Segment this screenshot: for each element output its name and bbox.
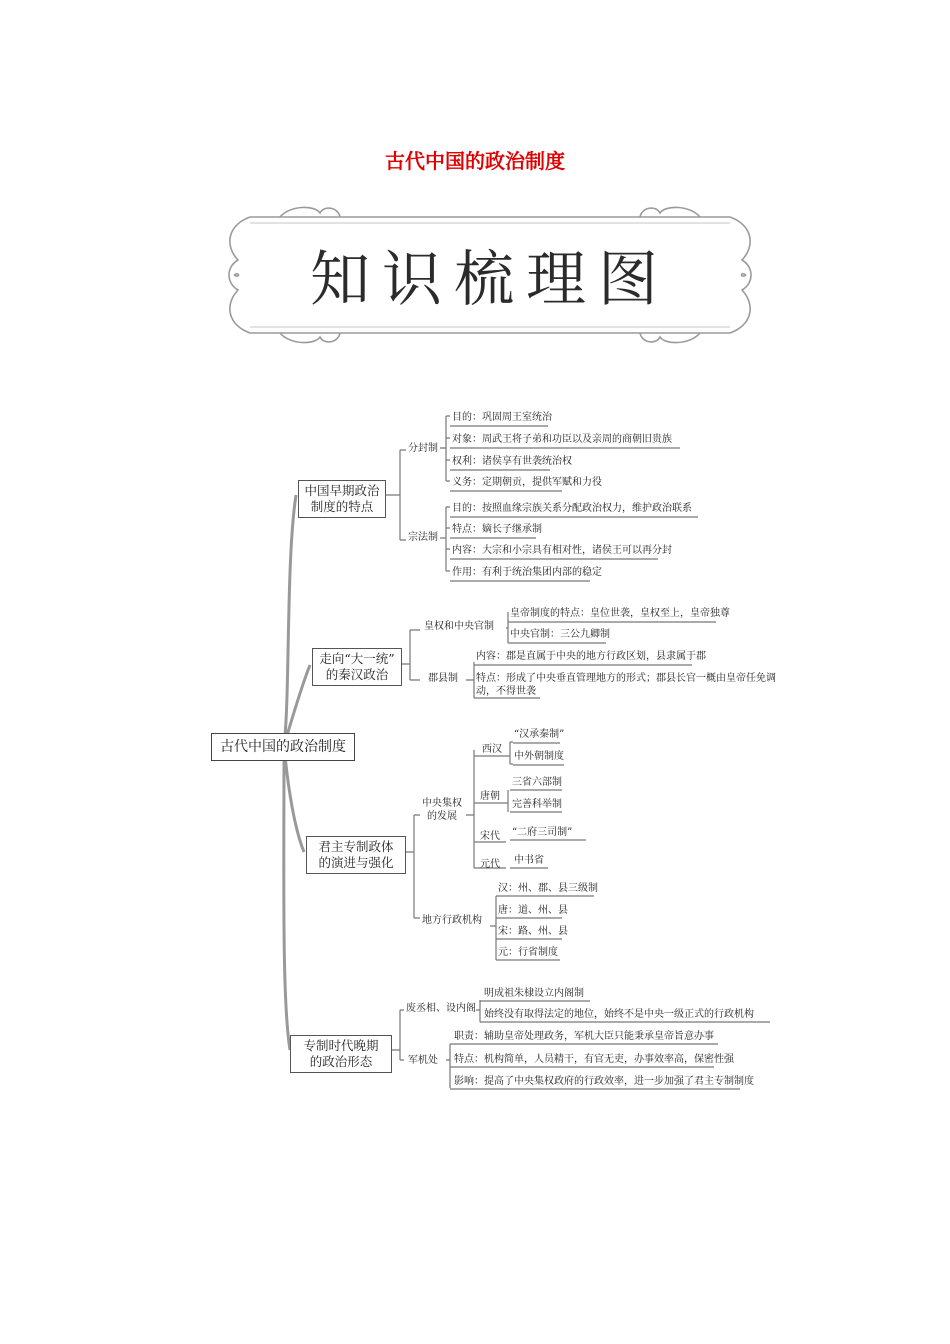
root-node: 古代中国的政治制度	[211, 733, 355, 761]
leaf-item: 特点：机构简单，人员精干，有官无吏，办事效率高，保密性强	[454, 1054, 734, 1065]
leaf-item: 特点：嫡长子继承制	[452, 524, 542, 535]
leaf-item: 中外朝制度	[514, 751, 564, 762]
branch-label-line: 的政治形态	[309, 1054, 373, 1069]
node-junjichu: 军机处	[408, 1055, 438, 1066]
leaf-item: “汉承秦制”	[514, 729, 565, 740]
dynasty-tang: 唐朝	[480, 791, 500, 802]
leaf-item: 宋：路、州、县	[498, 926, 568, 937]
branch-label-line: 专制时代晚期	[303, 1038, 379, 1053]
branch-label-line: 中国早期政治	[304, 483, 380, 498]
leaf-item: 特点：形成了中央垂直管理地方的形式；郡县长官一概由皇帝任免调	[476, 673, 776, 684]
dynasty-western-han: 西汉	[482, 744, 502, 755]
leaf-item: 中书省	[514, 855, 544, 866]
leaf-item: 对象：周武王将子弟和功臣以及亲周的商朝旧贵族	[452, 434, 672, 445]
leaf-item: 权利：诸侯享有世袭统治权	[452, 456, 572, 467]
leaf-item: 目的：巩固周王室统治	[452, 412, 552, 423]
leaf-item: 汉：州、郡、县三级制	[498, 883, 598, 894]
branch-early-politics	[298, 480, 386, 518]
node-abolish-chancellor: 废丞相、设内阁	[406, 1003, 476, 1014]
branch-label-line: 君主专制政体	[318, 839, 394, 854]
branch-label-line: 的演进与强化	[318, 855, 394, 870]
node-junxian: 郡县制	[428, 673, 458, 684]
leaf-item: 目的：按照血缘宗族关系分配政治权力，维护政治联系	[452, 503, 692, 514]
node-label-line: 中央集权	[422, 798, 462, 809]
branch-qin-han	[312, 648, 402, 686]
dynasty-song: 宋代	[480, 831, 500, 842]
leaf-item: 动，不得世袭	[476, 686, 536, 697]
banner-title: 知识梳理图	[310, 245, 670, 315]
branch-autocracy	[306, 836, 406, 874]
leaf-item: 义务：定期朝贡，提供军赋和力役	[452, 477, 602, 488]
node-central-power	[422, 797, 462, 823]
leaf-item: 三省六部制	[512, 777, 562, 788]
node-zongfa: 宗法制	[408, 532, 438, 543]
node-fengjian: 分封制	[408, 443, 438, 454]
document-title: 古代中国的政治制度	[385, 149, 565, 173]
leaf-item: 皇帝制度的特点：皇位世袭，皇权至上，皇帝独尊	[510, 608, 730, 619]
leaf-item: 中央官制：三公九卿制	[510, 629, 610, 640]
node-imperial-central: 皇权和中央官制	[424, 621, 494, 632]
leaf-item: 完善科举制	[512, 799, 562, 810]
leaf-item: 影响：提高了中央集权政府的行政效率，进一步加强了君主专制制度	[454, 1076, 754, 1087]
leaf-item: 元：行省制度	[498, 947, 558, 958]
leaf-item: 明成祖朱棣设立内阁制	[484, 988, 584, 999]
branch-label-line: 制度的特点	[310, 499, 374, 514]
leaf-item: 唐：道、州、县	[498, 905, 568, 916]
leaf-item: 职责：辅助皇帝处理政务，军机大臣只能秉承皇帝旨意办事	[454, 1031, 714, 1042]
dynasty-yuan: 元代	[480, 859, 500, 870]
leaf-item: 内容：大宗和小宗具有相对性，诸侯王可以再分封	[452, 545, 672, 556]
leaf-item: 内容：郡是直属于中央的地方行政区划，县隶属于郡	[476, 651, 706, 662]
leaf-item: “二府三司制”	[512, 827, 573, 838]
branch-late-period	[290, 1035, 392, 1073]
branch-label-line: 走向“大一统”	[319, 651, 395, 666]
leaf-item: 始终没有取得法定的地位，始终不是中央一级正式的行政机构	[484, 1009, 754, 1020]
node-local-admin: 地方行政机构	[422, 915, 482, 926]
leaf-item: 作用：有利于统治集团内部的稳定	[452, 567, 602, 578]
branch-label-line: 的秦汉政治	[325, 667, 389, 682]
node-label-line: 的发展	[427, 811, 457, 822]
